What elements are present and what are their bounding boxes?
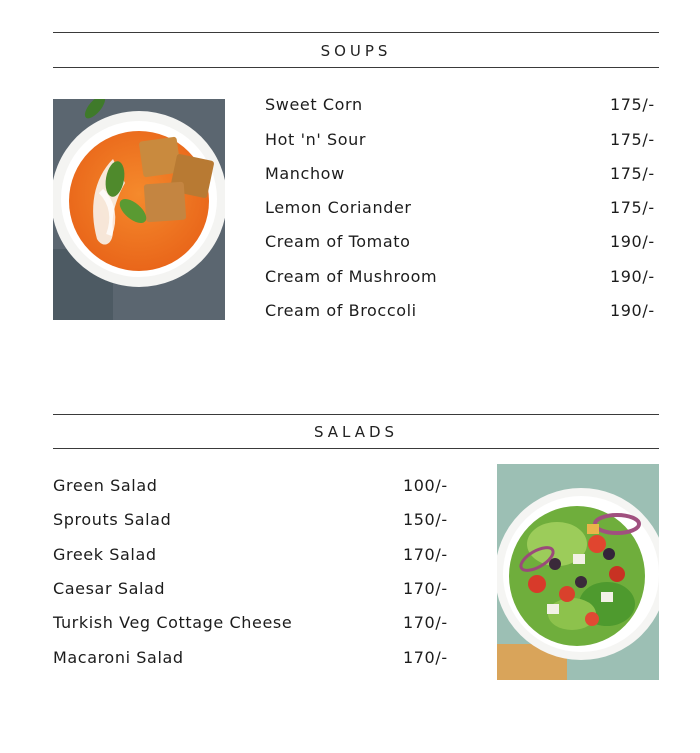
soup-item-price: 190/- (610, 301, 655, 320)
salad-item-name: Turkish Veg Cottage Cheese (53, 613, 293, 632)
salad-item-name: Caesar Salad (53, 579, 166, 598)
soup-image (53, 99, 225, 320)
soup-item-name: Hot 'n' Sour (265, 130, 367, 149)
soup-item-name: Sweet Corn (265, 95, 363, 114)
soups-bottom-rule (53, 67, 659, 68)
soup-item-name: Cream of Broccoli (265, 301, 417, 320)
salad-item-name: Greek Salad (53, 545, 157, 564)
salad-item-name: Sprouts Salad (53, 510, 172, 529)
soup-item-name: Cream of Mushroom (265, 267, 438, 286)
salad-item-price: 170/- (403, 613, 448, 632)
soup-item-name: Cream of Tomato (265, 232, 411, 251)
soup-item-price: 175/- (610, 130, 655, 149)
salad-item-name: Macaroni Salad (53, 648, 184, 667)
salad-item-price: 150/- (403, 510, 448, 529)
soup-item-price: 190/- (610, 232, 655, 251)
soups-top-rule (53, 32, 659, 33)
salad-item-name: Green Salad (53, 476, 158, 495)
salad-item-price: 170/- (403, 545, 448, 564)
soup-item-price: 175/- (610, 198, 655, 217)
salad-item-price: 100/- (403, 476, 448, 495)
salad-item-price: 170/- (403, 648, 448, 667)
salads-section-title: SALADS (313, 423, 399, 441)
soup-item-price: 175/- (610, 95, 655, 114)
salad-item-price: 170/- (403, 579, 448, 598)
soup-item-price: 190/- (610, 267, 655, 286)
soup-item-price: 175/- (610, 164, 655, 183)
salads-top-rule (53, 414, 659, 415)
soup-item-name: Manchow (265, 164, 345, 183)
salad-image (497, 464, 659, 680)
salads-bottom-rule (53, 448, 659, 449)
soups-section-title: SOUPS (320, 42, 392, 60)
soup-item-name: Lemon Coriander (265, 198, 412, 217)
